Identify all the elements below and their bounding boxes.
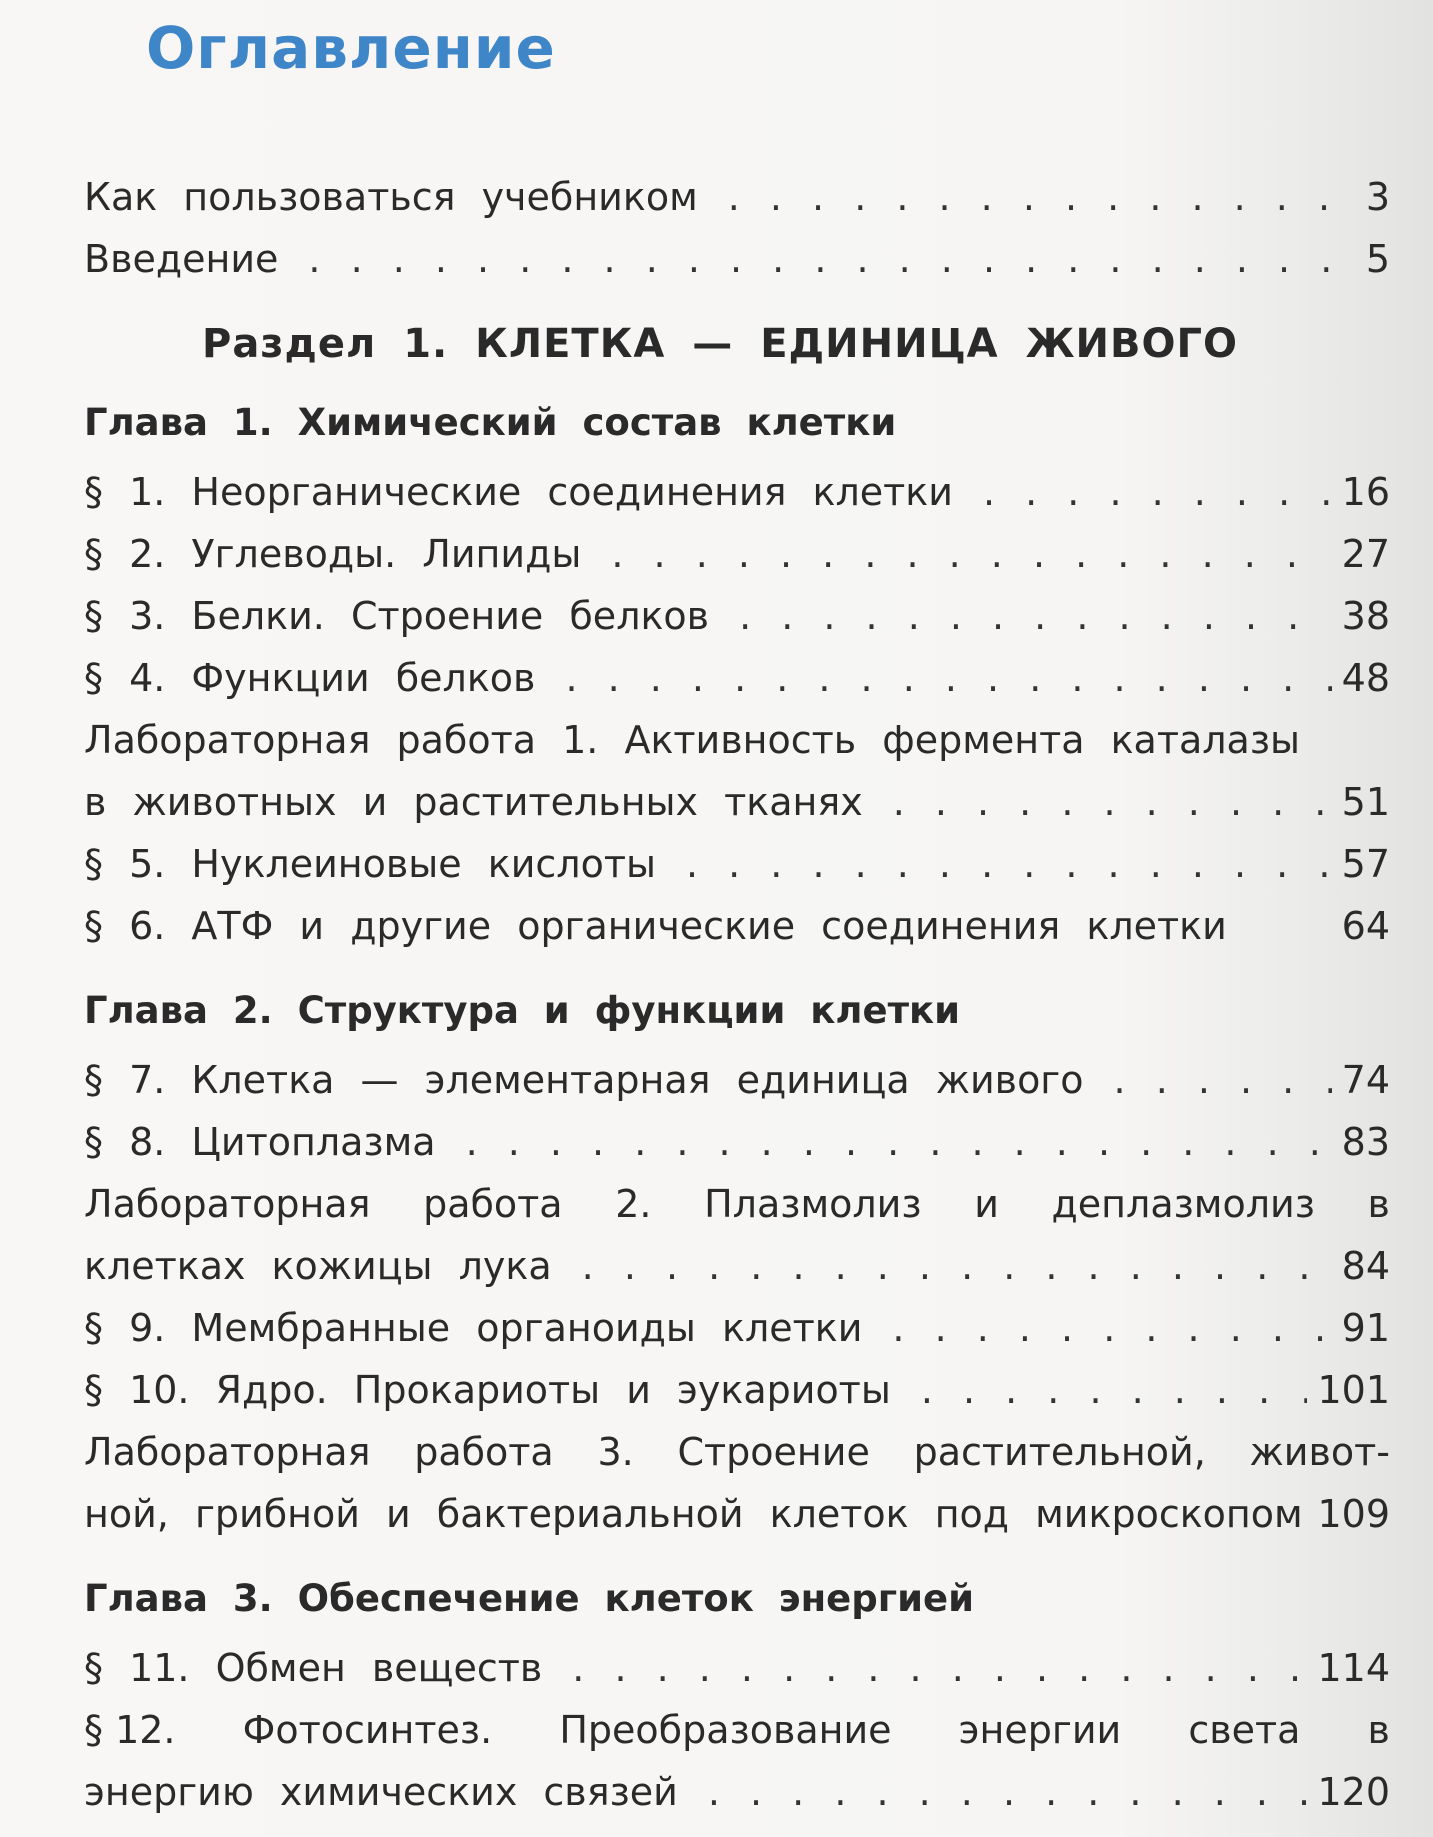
- chapter-heading: Глава 3. Обеспечение клеток энергией: [84, 1577, 975, 1620]
- toc-entry-continued[interactable]: [84, 1173, 1390, 1235]
- toc-page-number: 83: [1341, 1120, 1390, 1164]
- toc-leader: [686, 833, 1332, 895]
- toc-page-number: 74: [1341, 1058, 1390, 1102]
- toc-page-number: 120: [1317, 1770, 1390, 1814]
- toc-page-number: 114: [1317, 1646, 1390, 1690]
- toc-entry[interactable]: [84, 228, 1390, 290]
- word: § 12.: [84, 1708, 176, 1752]
- toc-entry[interactable]: [84, 1761, 1390, 1823]
- toc-leader: [921, 1359, 1308, 1421]
- word: энергии: [958, 1708, 1122, 1752]
- toc-entry[interactable]: [84, 585, 1390, 647]
- toc-entry-continued[interactable]: [84, 1699, 1390, 1761]
- toc-page-number: 27: [1341, 532, 1390, 576]
- word: и: [974, 1182, 999, 1226]
- toc-entry[interactable]: [84, 895, 1390, 957]
- toc-entry[interactable]: [84, 1111, 1390, 1173]
- toc-entry[interactable]: [84, 461, 1390, 523]
- chapter-heading: Глава 1. Химический состав клетки: [84, 401, 897, 444]
- toc-entry-text: Введение: [84, 237, 279, 281]
- toc-entry-text: клетках кожицы лука: [84, 1244, 552, 1288]
- toc-page-number: 91: [1341, 1306, 1390, 1350]
- word: в: [1367, 1708, 1390, 1752]
- toc-page-number: 109: [1317, 1492, 1390, 1536]
- toc-leader: [739, 585, 1332, 647]
- word: живот-: [1249, 1430, 1390, 1474]
- toc-entry-text: § 5. Нуклеиновые кислоты: [84, 842, 656, 886]
- toc-leader: [893, 771, 1332, 833]
- toc-entry[interactable]: [84, 1297, 1390, 1359]
- toc-leader: [611, 523, 1331, 585]
- word: деплазмолиз: [1051, 1182, 1315, 1226]
- toc-page-number: 101: [1317, 1368, 1390, 1412]
- word: Строение: [677, 1430, 870, 1474]
- toc-page-number: 48: [1341, 656, 1390, 700]
- toc-entry-text: Как пользоваться учебником: [84, 175, 698, 219]
- toc-entry[interactable]: [84, 1235, 1390, 1297]
- toc-entry-text: § 10. Ядро. Прокариоты и эукариоты: [84, 1368, 891, 1412]
- toc-leader: [308, 228, 1355, 290]
- toc-entry-continued[interactable]: [84, 1421, 1390, 1483]
- toc-entry-text: § 7. Клетка — элементарная единица живого: [84, 1058, 1084, 1102]
- toc-entry-text: § 9. Мембранные органоиды клетки: [84, 1306, 863, 1350]
- word: Лабораторная: [84, 1182, 371, 1226]
- toc-entry-text: Лабораторная работа 1. Активность фермента каталазы: [84, 718, 1301, 762]
- toc-entry[interactable]: [84, 1483, 1390, 1545]
- word: Преобразование: [559, 1708, 892, 1752]
- section-heading: Раздел 1. КЛЕТКА — ЕДИНИЦА ЖИВОГО: [202, 321, 1238, 367]
- toc-leader: [572, 1637, 1307, 1699]
- toc-entry[interactable]: [84, 647, 1390, 709]
- word: Плазмолиз: [704, 1182, 922, 1226]
- word: 2.: [615, 1182, 652, 1226]
- toc-entry-continued[interactable]: [84, 709, 1390, 771]
- toc-page-number: 16: [1341, 470, 1390, 514]
- toc-page-number: 51: [1341, 780, 1390, 824]
- toc-page-number: 3: [1365, 175, 1390, 219]
- toc-entry[interactable]: [84, 523, 1390, 585]
- toc-entry-text: § 3. Белки. Строение белков: [84, 594, 710, 638]
- toc-leader: [892, 1297, 1331, 1359]
- word: Фотосинтез.: [242, 1708, 493, 1752]
- toc-leader: [1114, 1049, 1332, 1111]
- toc-entry[interactable]: [84, 771, 1390, 833]
- word: работа: [423, 1182, 563, 1226]
- word: работа: [414, 1430, 554, 1474]
- toc-page-number: 84: [1341, 1244, 1390, 1288]
- toc-leader: [582, 1235, 1332, 1297]
- page-title: Оглавление: [146, 14, 556, 82]
- toc-leader: [565, 647, 1331, 709]
- toc-entry[interactable]: [84, 1637, 1390, 1699]
- word: в: [1367, 1182, 1390, 1226]
- toc-page-number: 38: [1341, 594, 1390, 638]
- word: света: [1188, 1708, 1301, 1752]
- toc-entry-text: § 6. АТФ и другие органические соединения клетки: [84, 904, 1227, 948]
- toc-entry-text: § 11. Обмен веществ: [84, 1646, 543, 1690]
- toc-entry[interactable]: [84, 166, 1390, 228]
- toc-entry-text: § 4. Функции белков: [84, 656, 536, 700]
- toc-entry[interactable]: [84, 1049, 1390, 1111]
- toc-entry[interactable]: [84, 833, 1390, 895]
- toc-page-number: 57: [1341, 842, 1390, 886]
- toc-entry-text: § 8. Цитоплазма: [84, 1120, 436, 1164]
- toc-leader: [466, 1111, 1332, 1173]
- word: 3.: [597, 1430, 634, 1474]
- chapter-heading: Глава 2. Структура и функции клетки: [84, 989, 961, 1032]
- toc-entry-text: § 2. Углеводы. Липиды: [84, 532, 582, 576]
- toc-entry-text: ной, грибной и бактериальной клеток под микроскопом: [84, 1492, 1303, 1536]
- toc-leader: [708, 1761, 1308, 1823]
- word: растительной,: [913, 1430, 1206, 1474]
- toc-page-number: 5: [1365, 237, 1390, 281]
- toc-entry-text: энергию химических связей: [84, 1770, 678, 1814]
- toc-leader: [728, 166, 1356, 228]
- word: Лабораторная: [84, 1430, 371, 1474]
- toc-leader: [983, 461, 1332, 523]
- toc-page-number: 64: [1341, 904, 1390, 948]
- toc-entry-text: § 1. Неорганические соединения клетки: [84, 470, 953, 514]
- toc-entry-text: в животных и растительных тканях: [84, 780, 863, 824]
- toc-entry[interactable]: [84, 1359, 1390, 1421]
